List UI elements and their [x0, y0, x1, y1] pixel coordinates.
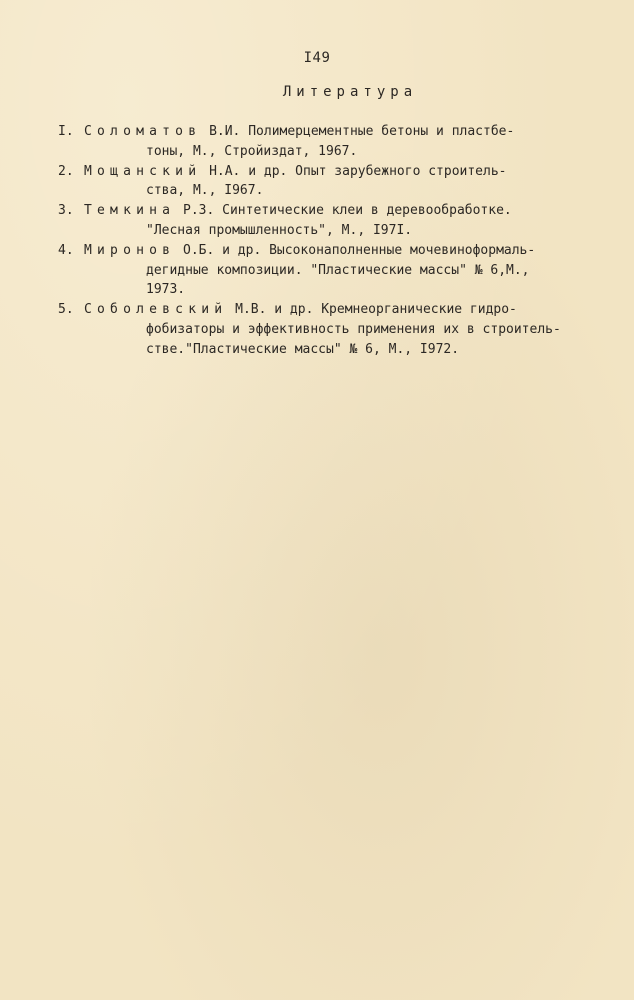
- section-heading: Литература: [282, 84, 418, 100]
- reference-item: [58, 300, 618, 359]
- reference-number: I.: [58, 124, 74, 139]
- reference-text: Р.З. Синтетические клеи в деревообработке.: [175, 203, 512, 219]
- reference-text: О.Б. и др. Высоконаполненные мочевиноформаль-: [175, 242, 536, 258]
- reference-first-line: [58, 300, 618, 320]
- reference-continuation: тоны, М., Стройиздат, 1967.: [146, 143, 358, 159]
- reference-list: [58, 122, 618, 360]
- reference-author: Соломатов: [84, 124, 202, 139]
- reference-author: Миронов: [84, 242, 176, 258]
- reference-first-line: [58, 122, 618, 142]
- reference-number: 5.: [58, 302, 74, 318]
- reference-item: [58, 241, 618, 300]
- reference-author: Соболевский: [84, 302, 228, 318]
- reference-text: В.И. Полимерцементные бетоны и пластбе-: [201, 124, 515, 139]
- reference-item: [58, 122, 618, 162]
- reference-continuation: ства, М., I967.: [146, 183, 264, 199]
- reference-author: Темкина: [84, 203, 176, 219]
- reference-text: М.В. и др. Кремнеорганические гидро-: [227, 302, 517, 318]
- reference-number: 3.: [58, 203, 74, 219]
- reference-continuation: 1973.: [146, 282, 186, 298]
- reference-author: Мощанский: [84, 163, 202, 179]
- reference-item: [58, 201, 618, 241]
- reference-continuation: стве."Пластические массы" № 6, М., I972.: [146, 341, 460, 357]
- reference-continuation: "Лесная промышленность", М., I97I.: [146, 222, 413, 238]
- reference-continuation: дегидные композиции. "Пластические массы" № 6,М.,: [146, 262, 530, 278]
- page-number: I49: [303, 50, 331, 66]
- reference-text: Н.А. и др. Опыт зарубежного строитель-: [201, 163, 507, 179]
- reference-item: [58, 162, 618, 202]
- reference-first-line: [58, 241, 618, 261]
- reference-continuation: фобизаторы и эффективность применения их в строитель-: [146, 321, 561, 337]
- reference-number: 4.: [58, 242, 74, 258]
- reference-number: 2.: [58, 163, 74, 179]
- reference-first-line: [58, 162, 618, 182]
- reference-first-line: [58, 201, 618, 221]
